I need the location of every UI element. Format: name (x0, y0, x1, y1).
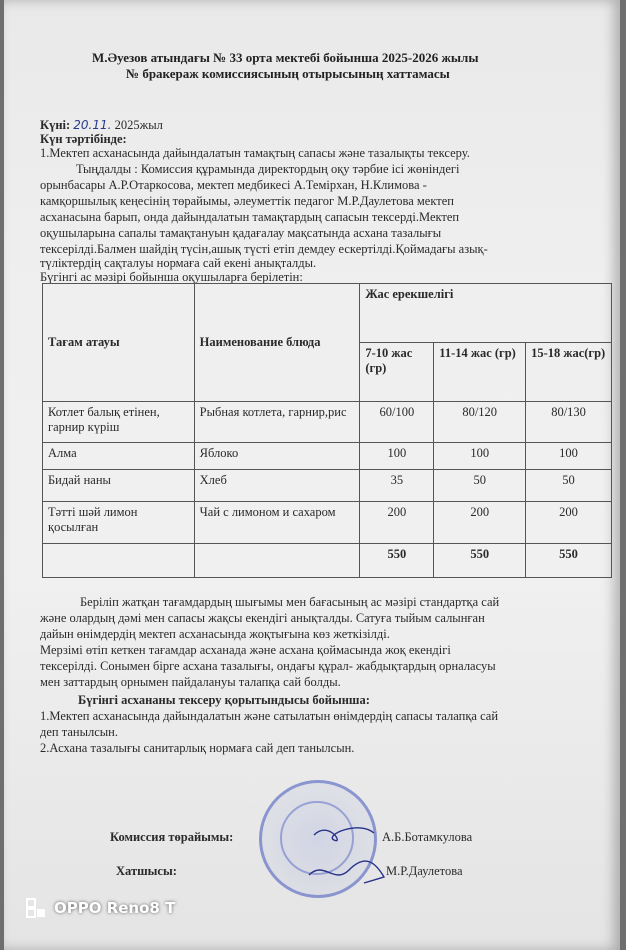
chair-label: Комиссия төрайымы: (110, 830, 234, 844)
listened-line: Бүгінгі ас мәзірі бойынша оқушыларға берілетін: (40, 270, 303, 284)
table-total-row (43, 544, 612, 578)
portion-15-18: 200 (526, 501, 612, 543)
listened-line: асханасына барып, онда дайындалатын тамақтардың сапасын тексерді.Мектеп (40, 210, 460, 224)
conclusion-line: мен заттардың орнымен пайдалануы талапқа сай болды. (40, 675, 341, 689)
camera-brand-icon (26, 898, 46, 918)
camera-watermark (26, 898, 175, 918)
agenda-item: 1.Мектеп асханасында дайындалатын тамақтың сапасы және тазалықты тексеру. (40, 146, 470, 160)
chair-signature (314, 828, 374, 841)
result-heading: Бүгінгі асхананы тексеру қорытындысы бойынша: (78, 693, 370, 707)
portion-7-10: 60/100 (360, 402, 434, 442)
portion-11-14: 80/120 (434, 402, 526, 442)
conclusion-line: тексерілді. Сонымен бірге асхана тазалығы, ондағы құрал- жабдықтардың орналасуы (40, 659, 496, 673)
conclusion-line: Мерзімі өтіп кеткен тағамдар асханада және асхана қоймасында жоқ екендігі (40, 643, 451, 657)
listened-line: оқушыларына сапалы тамақтануын қадағалау мақсатында асхана тазалығы (40, 226, 442, 240)
menu-table (42, 283, 612, 578)
dish-name-kz: Тәтті шәй лимон қосылған (43, 501, 195, 543)
age-group-7-10: 7-10 жас (гр) (360, 343, 434, 402)
watermark-text: OPPO Reno8 T (54, 899, 176, 917)
listened-line: тексерілді.Балмен шайдің түсін,ашық түсті етіп демдеу ескертілді.Қоймадағы азық- (40, 242, 488, 256)
portion-7-10: 35 (360, 470, 434, 502)
secretary-label: Хатшысы: (116, 864, 177, 878)
listened-line: орынбасары А.Р.Отаркосова, мектеп медбикесі А.Темірхан, Н.Климова - (40, 178, 427, 192)
portion-11-14: 50 (434, 470, 526, 502)
table-row (43, 402, 612, 442)
secretary-name: М.Р.Даулетова (386, 864, 463, 878)
column-header-dish-kz: Тағам атауы (43, 284, 195, 402)
listened-line: Тыңдалды : Комиссия құрамында директордың оқу тәрбие ісі жөніндегі (76, 162, 460, 176)
portion-15-18: 100 (526, 442, 612, 469)
table-row (43, 470, 612, 502)
signature-scribbles (304, 815, 394, 895)
dish-name-ru: Хлеб (194, 470, 360, 502)
listened-line: түліктердің сақталуы нормаға сай екені анықталды. (40, 256, 317, 270)
header-line-2: № бракераж комиссиясының отырысының хаттамасы (126, 66, 450, 81)
secretary-signature (309, 861, 384, 883)
result-line: деп танылсын. (40, 725, 118, 739)
dish-name-kz: Котлет балық етінен, гарнир күріш (43, 402, 195, 442)
dish-name-ru: Яблоко (194, 442, 360, 469)
age-group-11-14: 11-14 жас (гр) (434, 343, 526, 402)
result-line: 1.Мектеп асханасында дайындалатын және сатылатын өнімдердің сапасы талапқа сай (40, 709, 499, 723)
document-page (4, 0, 620, 950)
listened-line: камқоршылық кеңесінің төрайымы, әлеуметтік педагог М.Р.Даулетова мектеп (40, 194, 454, 208)
column-header-dish-ru: Наименование блюда (194, 284, 360, 402)
chair-name: А.Б.Ботамкулова (382, 830, 473, 844)
header-line-1: М.Әуезов атындағы № 33 орта мектебі бойынша 2025-2026 жылы (92, 50, 479, 65)
age-group-header: Жас ерекшелігі (360, 284, 612, 343)
total-11-14: 550 (434, 544, 526, 578)
dish-name-kz: Алма (43, 442, 195, 469)
agenda-heading: Күн тәртібінде: (40, 132, 127, 146)
total-15-18: 550 (526, 544, 612, 578)
portion-15-18: 50 (526, 470, 612, 502)
dish-name-ru: Рыбная котлета, гарнир,рис (194, 402, 360, 442)
portion-11-14: 100 (434, 442, 526, 469)
portion-7-10: 200 (360, 501, 434, 543)
result-line: 2.Асхана тазалығы санитарлық нормаға сай деп танылсын. (40, 741, 355, 755)
conclusion-line: дайын өнімдердің мектеп асханасында жоқтығына көз жеткізілді. (40, 627, 390, 641)
conclusion-line: Беріліп жатқан тағамдардың шығымы мен бағасының ас мәзірі стандартқа сай (80, 595, 500, 609)
date-row (40, 118, 163, 133)
dish-name-ru: Чай с лимоном и сахаром (194, 501, 360, 543)
total-7-10: 550 (360, 544, 434, 578)
portion-15-18: 80/130 (526, 402, 612, 442)
dish-name-kz: Бидай наны (43, 470, 195, 502)
conclusion-line: және олардың дәмі мен сапасы жақсы екендігі анықталды. Сатуға тыйым салынған (40, 611, 485, 625)
date-label: Күні: (40, 118, 71, 132)
date-handwritten: 20.11. (73, 118, 112, 132)
date-year: 2025жыл (114, 118, 163, 132)
table-row (43, 501, 612, 543)
table-row (43, 442, 612, 469)
age-group-15-18: 15-18 жас(гр) (526, 343, 612, 402)
portion-11-14: 200 (434, 501, 526, 543)
portion-7-10: 100 (360, 442, 434, 469)
